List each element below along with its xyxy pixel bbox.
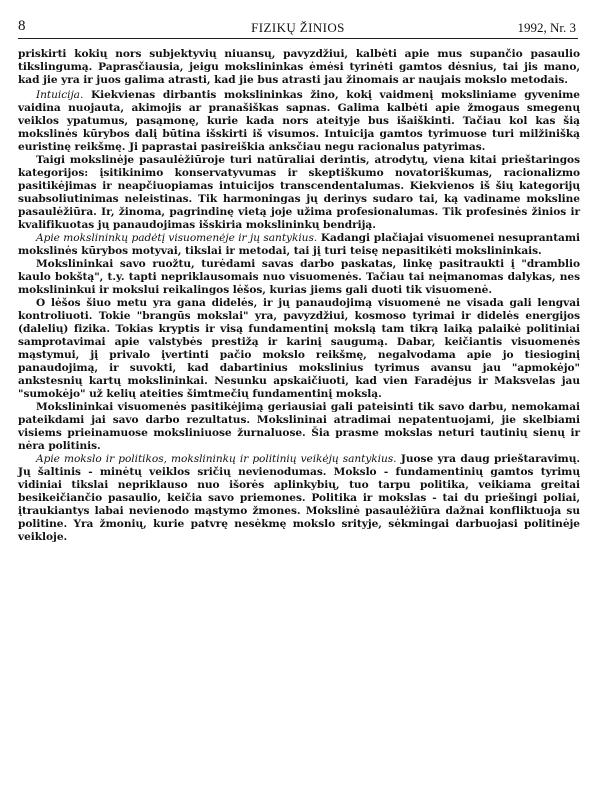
paragraph-2 <box>18 89 580 154</box>
article-body <box>18 48 580 544</box>
paragraph-3 <box>18 154 580 232</box>
paragraph-italic-lead: Intuicija. <box>36 89 84 101</box>
issue-label: 1992, Nr. 3 <box>517 20 576 35</box>
paragraph-7 <box>18 401 580 453</box>
paragraph-4 <box>18 232 580 258</box>
paragraph-italic-lead: Apie mokslo ir politikos, mokslininkų ir politinių veikėjų santykius. <box>36 453 397 465</box>
paragraph-text: Mokslininkai visuomenės pasitikėjimą geriausiai gali pateisinti tik savo darbu, nemokamai pateikdami jai savo darbo rezultatus. Mokslininai atradimai nepatentuojami, jie skelbiami visiems prieinamuose moksliniuose žurnaluose. Šia prasme mokslas neturi tautinių sienų ir nėra politinis. <box>18 401 580 452</box>
paragraph-6 <box>18 297 580 401</box>
paragraph-8 <box>18 453 580 544</box>
paragraph-text: Taigi mokslinėje pasaulėžiūroje turi natūraliai derintis, atrodytų, viena kitai prieštaringos kategorijos: įsitikinimo konservatyvumas ir skeptiškumo novatoriškumas, racionalizmo pasitikėjimas ir neapčiuopiamas intuicijos transcendentalumas. Kiekvienos iš šių kategorijų suabsoliutinimas neleistinas. Tik harmoningas jų derinys sudaro tai, ką vadiname moksline pasaulėžiūra. Ir, žinoma, pagrindinę vietą joje užima profesionalumas. Tik profesinės žinios ir kvalifikuotas jų panaudojimas išskiria mokslininkų bendriją. <box>18 154 580 231</box>
paragraph-text: priskirti kokių nors subjektyvių niuansų, pavyzdžiui, kalbėti apie mus supančio pasaulio tikslingumą. Paprasčiausia, jeigu mokslininkas ėmėsi tyrinėti gamtos dėsnius, tai jis mano, kad jie yra ir juos galima atrasti, kad jie bus atrasti jau žinomais ar naujais mokslo metodais. <box>18 48 580 86</box>
paragraph-text: O lėšos šiuo metu yra gana didelės, ir jų panaudojimą visuomenė ne visada gali lengvai kontroliuoti. Tokie "brangūs mokslai" yra, pavyzdžiui, kosmoso tyrimai ir didelės energijos (dalelių) fizika. Tokias kryptis ir visą fundamentinį mokslą tam tikrą laiką palaikė politiniai samprotavimai apie valstybės prestižą ir karinį saugumą. Dabar, keičiantis visuomenės mąstymui, jį privalo įvertinti pačio mokslo reikšmę, negalvodama apie jo tiesioginį panaudojimą, ir suvokti, kad dabartinius mokslinius tyrimus avansu jau "apmokėjo" ankstesnių kartų mokslininkai. Nesunku apskaičiuoti, kad vien Faradėjus ir Maksvelas jau "sumokėjo" už kelių ateities šimtmečių fundamentinį mokslą. <box>18 297 580 400</box>
page-number: 8 <box>18 18 26 34</box>
paragraph-italic-lead: Apie mokslininkų padėtį visuomenėje ir jų santykius. <box>36 232 318 244</box>
paragraph-text: Kiekvienas dirbantis mokslininkas žino, kokį vaidmenį moksliniame gyvenime vaidina nuojauta, akimojis ar pranašiškas sapnas. Galima kalbėti apie žmogaus smegenų veiklos ypatumus, pasąmonę, kurie kada nors ateityje bus išaiškinti. Tačiau kol kas šią mokslinės kūrybos dalį būtina išskirti iš visumos. Intuicija gamtos tyrimuose turi milžinišką euristinę reikšmę. Ji paprastai pasireiškia anksčiau negu racionalus patyrimas. <box>18 89 580 153</box>
page-header <box>18 18 578 39</box>
paragraph-text: Mokslininkai savo ruožtu, turėdami savas darbo paskatas, linkę pasitraukti į "dramblio kaulo bokštą", t.y. tapti nepriklausomais nuo visuomenės. Tačiau tai neįmanomas dalykas, nes mokslininkui ir mokslui reikalingos lėšos, kurias jiems gali duoti tik visuomenė. <box>18 258 580 296</box>
paragraph-text: Kadangi plačiajai visuomenei nesuprantami mokslinės kūrybos motyvai, tikslai ir metodai, tai jį turi teisę nepasitikėti mokslininkais. <box>18 232 580 257</box>
journal-title: FIZIKŲ ŽINIOS <box>251 20 345 35</box>
paragraph-5 <box>18 258 580 297</box>
paragraph-1 <box>18 48 580 87</box>
paragraph-text: Juose yra daug prieštaravimų. Jų šaltinis - minėtų veiklos sričių nevienodumas. Mokslo - fundamentinių gamtos tyrimų vidiniai tikslai nepriklauso nuo išorės aplinkybių, tuo tarpu politika, veikiama greitai besikeičiančio pasaulio, keičia savo priemones. Politika ir mokslas - tai du priešingi poliai, įtraukiantys labai nevienodo mąstymo žmones. Mokslinė pasaulėžiūra dažnai konfliktuoja su politine. Yra žmonių, kurie patvrę nesėkmę mokslo srityje, sėkmingai darbuojasi politinėje veikloje. <box>18 453 580 543</box>
